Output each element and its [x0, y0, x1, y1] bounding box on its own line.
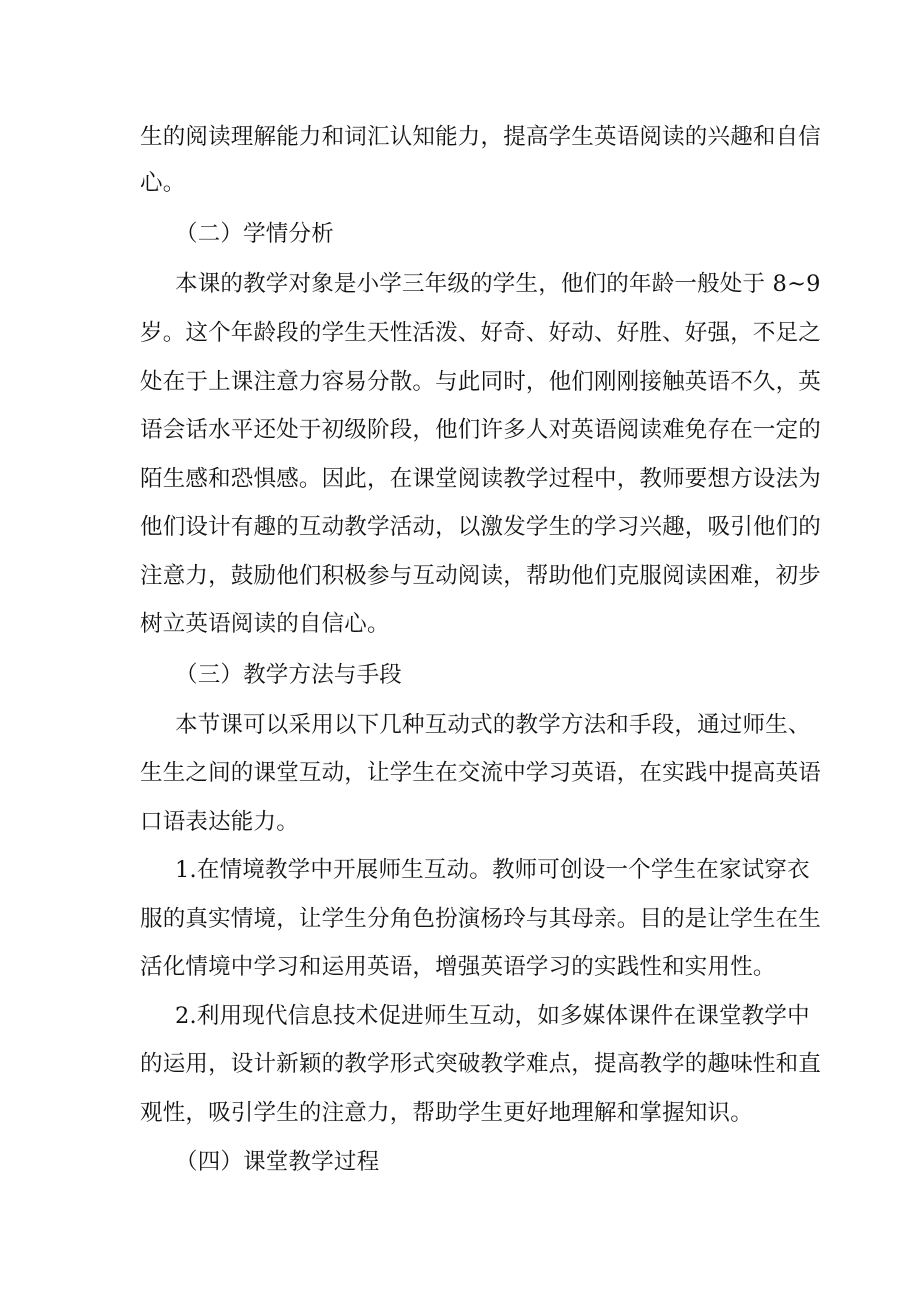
section-heading-classroom-process: （四）课堂教学过程	[175, 1149, 380, 1175]
list-item-line: 观性，吸引学生的注意力，帮助学生更好地理解和掌握知识。	[140, 1100, 753, 1126]
paragraph-line: 岁。这个年龄段的学生天性活泼、好奇、好动、好胜、好强，不足之	[140, 320, 822, 346]
list-item-line: 活化情境中学习和运用英语，增强英语学习的实践性和实用性。	[140, 954, 776, 980]
paragraph-line: 心。	[140, 170, 186, 196]
list-item-line: 的运用，设计新颖的教学形式突破教学难点，提高教学的趣味性和直	[140, 1051, 822, 1077]
paragraph-line: 他们设计有趣的互动教学活动，以激发学生的学习兴趣，吸引他们的	[140, 514, 822, 540]
list-item-line: 2.利用现代信息技术促进师生互动，如多媒体课件在课堂教学中	[175, 1003, 810, 1029]
paragraph-line: 树立英语阅读的自信心。	[140, 611, 390, 637]
paragraph-line: 生的阅读理解能力和词汇认知能力，提高学生英语阅读的兴趣和自信	[140, 124, 822, 150]
section-heading-learner-analysis: （二）学情分析	[175, 221, 334, 247]
paragraph-line: 处在于上课注意力容易分散。与此同时，他们刚刚接触英语不久，英	[140, 369, 822, 395]
paragraph-line: 语会话水平还处于初级阶段，他们许多人对英语阅读难免存在一定的	[140, 417, 822, 443]
paragraph-line: 陌生感和恐惧感。因此，在课堂阅读教学过程中，教师要想方设法为	[140, 466, 822, 492]
list-item-line: 1.在情境教学中开展师生互动。教师可创设一个学生在家试穿衣	[175, 857, 810, 883]
paragraph-line: 生生之间的课堂互动，让学生在交流中学习英语，在实践中提高英语	[140, 760, 822, 786]
paragraph-line: 本课的教学对象是小学三年级的学生，他们的年龄一般处于 8~9	[175, 271, 821, 297]
paragraph-line: 注意力，鼓励他们积极参与互动阅读，帮助他们克服阅读困难，初步	[140, 563, 822, 589]
section-heading-teaching-methods: （三）教学方法与手段	[175, 662, 403, 688]
list-item-line: 服的真实情境，让学生分角色扮演杨玲与其母亲。目的是让学生在生	[140, 906, 822, 932]
paragraph-line: 本节课可以采用以下几种互动式的教学方法和手段，通过师生、	[175, 712, 811, 738]
paragraph-line: 口语表达能力。	[140, 809, 299, 835]
